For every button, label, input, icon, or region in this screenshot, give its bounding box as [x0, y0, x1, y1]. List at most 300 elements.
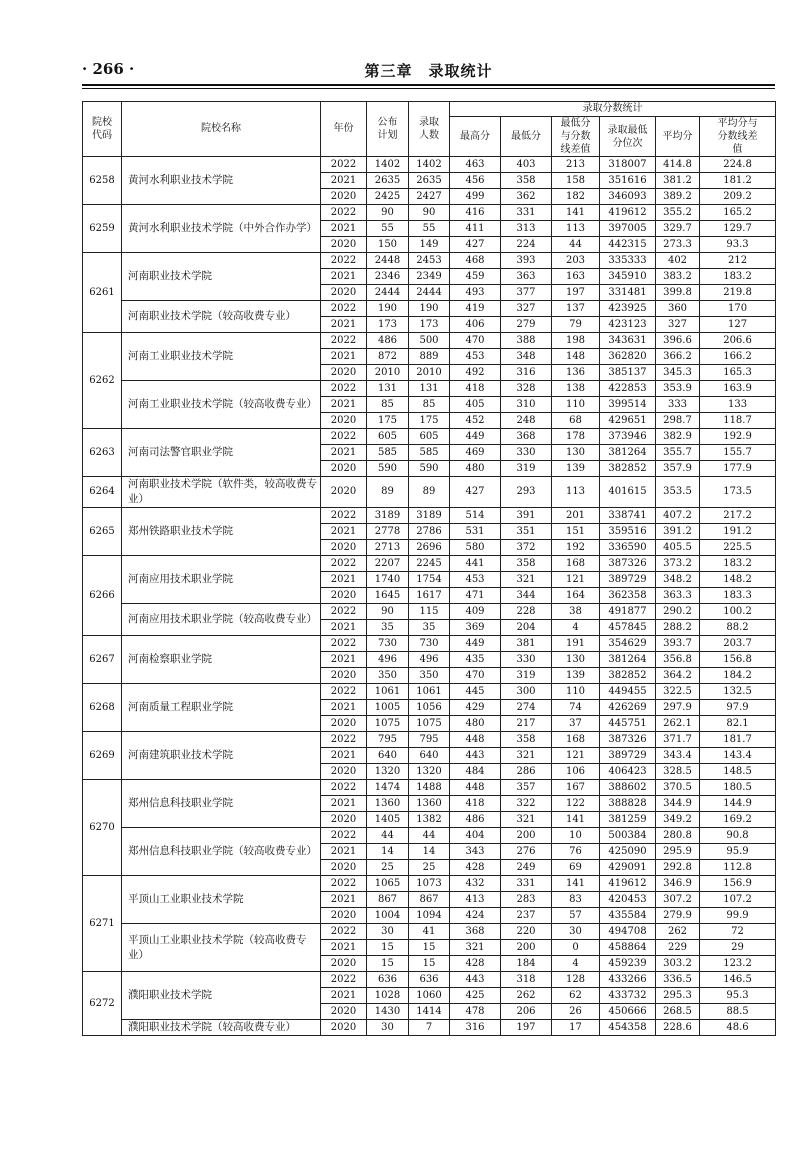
table-cell: 136: [552, 365, 600, 381]
table-cell: 130: [552, 445, 600, 461]
table-cell: 112.8: [700, 860, 776, 876]
table-cell: 2021: [321, 221, 367, 237]
table-cell: 310: [501, 397, 552, 413]
table-cell: 2020: [321, 365, 367, 381]
table-cell: 373946: [600, 429, 656, 445]
table-cell: 181.2: [700, 173, 776, 189]
table-row: [83, 604, 776, 620]
table-row: [83, 253, 776, 269]
table-cell: 25: [409, 860, 450, 876]
table-cell: 478: [450, 1004, 501, 1020]
table-cell: 364.2: [656, 668, 700, 684]
table-cell: 37: [552, 716, 600, 732]
table-cell: 381264: [600, 652, 656, 668]
table-cell: 403: [501, 157, 552, 173]
table-cell: 2022: [321, 556, 367, 572]
table-cell: 1060: [409, 988, 450, 1004]
table-cell: 1402: [367, 157, 409, 173]
table-cell: 322.5: [656, 684, 700, 700]
table-cell: 459: [450, 269, 501, 285]
table-cell: 393.7: [656, 636, 700, 652]
table-cell: 48.6: [700, 1020, 776, 1036]
table-cell: 203: [552, 253, 600, 269]
table-cell: 2020: [321, 1004, 367, 1020]
table-cell: 93.3: [700, 237, 776, 253]
table-cell: 442315: [600, 237, 656, 253]
table-cell: 346093: [600, 189, 656, 205]
table-cell: 453: [450, 349, 501, 365]
table-cell: 35: [367, 620, 409, 636]
table-row: [83, 636, 776, 652]
col-name-header: 院校名称: [122, 102, 321, 157]
table-cell: 1065: [367, 876, 409, 892]
table-cell: 385137: [600, 365, 656, 381]
table-cell: 183.2: [700, 556, 776, 572]
page-number: · 266 ·: [82, 60, 135, 78]
table-cell: 177.9: [700, 461, 776, 477]
table-cell: 369: [450, 620, 501, 636]
table-cell: 2022: [321, 157, 367, 173]
table-cell: 327: [501, 301, 552, 317]
table-cell: 1740: [367, 572, 409, 588]
table-cell: 585: [409, 445, 450, 461]
table-cell: 82.1: [700, 716, 776, 732]
table-cell: 237: [501, 908, 552, 924]
table-row: [83, 157, 776, 173]
table-row: [83, 780, 776, 796]
table-cell: 730: [409, 636, 450, 652]
table-cell: 184: [501, 956, 552, 972]
table-cell: 170: [700, 301, 776, 317]
table-cell: 144.9: [700, 796, 776, 812]
table-cell: 321: [501, 572, 552, 588]
table-cell: 640: [409, 748, 450, 764]
table-cell: 344: [501, 588, 552, 604]
school-name: 河南职业技术学院（软件类，较高收费专业）: [122, 477, 321, 508]
school-name: 郑州信息科技职业学院（较高收费专业）: [122, 828, 321, 876]
table-cell: 349.2: [656, 812, 700, 828]
table-cell: 471: [450, 588, 501, 604]
table-cell: 122: [552, 796, 600, 812]
table-cell: 399.8: [656, 285, 700, 301]
table-cell: 151: [552, 524, 600, 540]
table-cell: 14: [409, 844, 450, 860]
table-cell: 191: [552, 636, 600, 652]
table-cell: 331481: [600, 285, 656, 301]
table-row: [83, 429, 776, 445]
table-cell: 470: [450, 333, 501, 349]
table-cell: 318007: [600, 157, 656, 173]
table-cell: 413: [450, 892, 501, 908]
table-cell: 166.2: [700, 349, 776, 365]
table-cell: 351: [501, 524, 552, 540]
school-code: 6266: [83, 556, 122, 636]
table-cell: 90: [409, 205, 450, 221]
table-cell: 426269: [600, 700, 656, 716]
table-cell: 2020: [321, 764, 367, 780]
table-cell: 2020: [321, 285, 367, 301]
table-cell: 418: [450, 796, 501, 812]
table-cell: 1320: [409, 764, 450, 780]
table-cell: 83: [552, 892, 600, 908]
table-cell: 2021: [321, 844, 367, 860]
table-cell: 2021: [321, 988, 367, 1004]
table-cell: 353.5: [656, 477, 700, 508]
table-cell: 248: [501, 413, 552, 429]
table-cell: 1061: [367, 684, 409, 700]
table-cell: 165.3: [700, 365, 776, 381]
table-cell: 169.2: [700, 812, 776, 828]
table-cell: 391: [501, 508, 552, 524]
table-cell: 1430: [367, 1004, 409, 1020]
table-cell: 2022: [321, 828, 367, 844]
table-cell: 433266: [600, 972, 656, 988]
table-cell: 206.6: [700, 333, 776, 349]
table-cell: 2021: [321, 572, 367, 588]
school-name: 黄河水利职业技术学院: [122, 157, 321, 205]
table-cell: 445: [450, 684, 501, 700]
table-cell: 44: [552, 237, 600, 253]
table-row: [83, 477, 776, 508]
table-cell: 423925: [600, 301, 656, 317]
table-cell: 89: [367, 477, 409, 508]
table-cell: 404: [450, 828, 501, 844]
table-cell: 2696: [409, 540, 450, 556]
table-cell: 14: [367, 844, 409, 860]
table-cell: 168: [552, 732, 600, 748]
table-cell: 1617: [409, 588, 450, 604]
table-cell: 459239: [600, 956, 656, 972]
table-cell: 2022: [321, 780, 367, 796]
table-cell: 249: [501, 860, 552, 876]
table-cell: 1028: [367, 988, 409, 1004]
table-cell: 2207: [367, 556, 409, 572]
table-cell: 605: [409, 429, 450, 445]
table-cell: 422853: [600, 381, 656, 397]
table-cell: 200: [501, 828, 552, 844]
table-cell: 331: [501, 205, 552, 221]
table-cell: 491877: [600, 604, 656, 620]
school-code: 6262: [83, 333, 122, 429]
table-cell: 2022: [321, 333, 367, 349]
table-cell: 402: [656, 253, 700, 269]
table-cell: 298.7: [656, 413, 700, 429]
table-cell: 217: [501, 716, 552, 732]
table-cell: 382852: [600, 461, 656, 477]
table-cell: 15: [409, 940, 450, 956]
table-cell: 228: [501, 604, 552, 620]
table-cell: 348: [501, 349, 552, 365]
table-cell: 435: [450, 652, 501, 668]
table-cell: 26: [552, 1004, 600, 1020]
table-cell: 30: [367, 1020, 409, 1036]
table-cell: 303.2: [656, 956, 700, 972]
table-cell: 1405: [367, 812, 409, 828]
table-cell: 228.6: [656, 1020, 700, 1036]
table-cell: 17: [552, 1020, 600, 1036]
table-cell: 262: [501, 988, 552, 1004]
table-cell: 362820: [600, 349, 656, 365]
table-cell: 1075: [367, 716, 409, 732]
table-cell: 121: [552, 748, 600, 764]
table-cell: 496: [367, 652, 409, 668]
table-cell: 397005: [600, 221, 656, 237]
table-cell: 411: [450, 221, 501, 237]
table-cell: 149: [409, 237, 450, 253]
table-cell: 138: [552, 381, 600, 397]
table-cell: 428: [450, 956, 501, 972]
table-cell: 173: [409, 317, 450, 333]
table-cell: 113: [552, 477, 600, 508]
table-cell: 1360: [409, 796, 450, 812]
table-cell: 88.5: [700, 1004, 776, 1020]
table-cell: 164: [552, 588, 600, 604]
table-cell: 2022: [321, 924, 367, 940]
table-cell: 74: [552, 700, 600, 716]
table-cell: 2022: [321, 732, 367, 748]
school-code: 6269: [83, 732, 122, 780]
table-cell: 30: [367, 924, 409, 940]
table-cell: 343.4: [656, 748, 700, 764]
table-cell: 85: [367, 397, 409, 413]
table-cell: 372: [501, 540, 552, 556]
table-cell: 274: [501, 700, 552, 716]
table-cell: 425090: [600, 844, 656, 860]
table-cell: 500384: [600, 828, 656, 844]
table-row: [83, 732, 776, 748]
table-cell: 393: [501, 253, 552, 269]
table-cell: 68: [552, 413, 600, 429]
school-name: 河南应用技术职业学院（较高收费专业）: [122, 604, 321, 636]
table-cell: 262.1: [656, 716, 700, 732]
table-cell: 121: [552, 572, 600, 588]
table-cell: 156.8: [700, 652, 776, 668]
table-cell: 2021: [321, 397, 367, 413]
col-rank-header: 录取最低分位次: [600, 117, 656, 157]
table-cell: 316: [450, 1020, 501, 1036]
admission-table: [82, 101, 776, 1036]
table-cell: 405.5: [656, 540, 700, 556]
school-code: 6270: [83, 780, 122, 876]
school-code: 6272: [83, 972, 122, 1036]
school-code: 6258: [83, 157, 122, 205]
table-cell: 190: [409, 301, 450, 317]
chapter-title: 第三章 录取统计: [364, 62, 493, 80]
score-stats-group-header: 录取分数统计: [450, 102, 776, 117]
table-cell: 158: [552, 173, 600, 189]
table-cell: 389.2: [656, 189, 700, 205]
table-cell: 1004: [367, 908, 409, 924]
table-row: [83, 1020, 776, 1036]
table-cell: 433732: [600, 988, 656, 1004]
table-cell: 225.5: [700, 540, 776, 556]
table-cell: 343: [450, 844, 501, 860]
table-cell: 358: [501, 732, 552, 748]
table-cell: 357.9: [656, 461, 700, 477]
table-cell: 319: [501, 461, 552, 477]
table-cell: 106: [552, 764, 600, 780]
table-cell: 419: [450, 301, 501, 317]
table-cell: 377: [501, 285, 552, 301]
table-cell: 2022: [321, 604, 367, 620]
table-cell: 182: [552, 189, 600, 205]
table-cell: 1094: [409, 908, 450, 924]
page-header: [82, 60, 775, 82]
table-cell: 585: [367, 445, 409, 461]
table-cell: 496: [409, 652, 450, 668]
table-cell: 197: [501, 1020, 552, 1036]
table-cell: 321: [501, 748, 552, 764]
school-code: 6271: [83, 876, 122, 972]
table-cell: 1005: [367, 700, 409, 716]
table-cell: 353.9: [656, 381, 700, 397]
table-cell: 128: [552, 972, 600, 988]
table-cell: 99.9: [700, 908, 776, 924]
table-cell: 418: [450, 381, 501, 397]
table-cell: 293: [501, 477, 552, 508]
col-min-diff-header: 最低分与分数线差值: [552, 117, 600, 157]
table-cell: 463: [450, 157, 501, 173]
table-cell: 335333: [600, 253, 656, 269]
table-cell: 44: [367, 828, 409, 844]
school-code: 6265: [83, 508, 122, 556]
table-cell: 283: [501, 892, 552, 908]
table-cell: 44: [409, 828, 450, 844]
table-cell: 450666: [600, 1004, 656, 1020]
table-cell: 209.2: [700, 189, 776, 205]
table-cell: 0: [552, 940, 600, 956]
table-cell: 428: [450, 860, 501, 876]
school-name: 平顶山工业职业技术学院: [122, 876, 321, 924]
table-cell: 2022: [321, 301, 367, 317]
table-cell: 3189: [367, 508, 409, 524]
table-cell: 2021: [321, 892, 367, 908]
table-cell: 448: [450, 780, 501, 796]
table-cell: 2021: [321, 620, 367, 636]
table-cell: 3189: [409, 508, 450, 524]
table-cell: 359516: [600, 524, 656, 540]
table-cell: 371.7: [656, 732, 700, 748]
table-cell: 90: [367, 604, 409, 620]
table-cell: 88.2: [700, 620, 776, 636]
table-cell: 493: [450, 285, 501, 301]
table-cell: 867: [409, 892, 450, 908]
table-cell: 388602: [600, 780, 656, 796]
table-cell: 110: [552, 684, 600, 700]
school-code: 6267: [83, 636, 122, 684]
school-name: 平顶山工业职业技术学院（较高收费专业）: [122, 924, 321, 972]
table-cell: 322: [501, 796, 552, 812]
table-cell: 191.2: [700, 524, 776, 540]
table-cell: 90.8: [700, 828, 776, 844]
table-cell: 173: [367, 317, 409, 333]
table-cell: 297.9: [656, 700, 700, 716]
table-cell: 636: [367, 972, 409, 988]
table-cell: 730: [367, 636, 409, 652]
school-name: 濮阳职业技术学院: [122, 972, 321, 1020]
table-cell: 368: [501, 429, 552, 445]
table-cell: 363: [501, 269, 552, 285]
table-cell: 279: [501, 317, 552, 333]
table-cell: 2022: [321, 684, 367, 700]
table-cell: 331: [501, 876, 552, 892]
table-cell: 469: [450, 445, 501, 461]
table-cell: 1488: [409, 780, 450, 796]
table-cell: 2786: [409, 524, 450, 540]
table-cell: 358: [501, 173, 552, 189]
table-cell: 62: [552, 988, 600, 1004]
table-cell: 318: [501, 972, 552, 988]
table-cell: 345910: [600, 269, 656, 285]
table-cell: 405: [450, 397, 501, 413]
table-cell: 175: [409, 413, 450, 429]
table-cell: 295.9: [656, 844, 700, 860]
table-cell: 69: [552, 860, 600, 876]
table-cell: 165.2: [700, 205, 776, 221]
table-cell: 184.2: [700, 668, 776, 684]
table-cell: 276: [501, 844, 552, 860]
table-cell: 514: [450, 508, 501, 524]
table-cell: 872: [367, 349, 409, 365]
school-name: 郑州铁路职业技术学院: [122, 508, 321, 556]
table-cell: 2245: [409, 556, 450, 572]
col-max-header: 最高分: [450, 117, 501, 157]
table-cell: 363.3: [656, 588, 700, 604]
col-avg-header: 平均分: [656, 117, 700, 157]
school-name: 河南司法警官职业学院: [122, 429, 321, 477]
table-cell: 387326: [600, 732, 656, 748]
table-cell: 382.9: [656, 429, 700, 445]
table-cell: 2021: [321, 173, 367, 189]
table-cell: 590: [409, 461, 450, 477]
table-cell: 406423: [600, 764, 656, 780]
table-cell: 1382: [409, 812, 450, 828]
table-cell: 217.2: [700, 508, 776, 524]
table-cell: 328: [501, 381, 552, 397]
table-cell: 2022: [321, 876, 367, 892]
table-cell: 409: [450, 604, 501, 620]
table-cell: 127: [700, 317, 776, 333]
table-cell: 137: [552, 301, 600, 317]
table-cell: 200: [501, 940, 552, 956]
table-cell: 2021: [321, 796, 367, 812]
table-cell: 373.2: [656, 556, 700, 572]
table-cell: 148.2: [700, 572, 776, 588]
table-cell: 4: [552, 620, 600, 636]
table-cell: 2020: [321, 461, 367, 477]
table-cell: 29: [700, 940, 776, 956]
table-cell: 2346: [367, 269, 409, 285]
table-cell: 156.9: [700, 876, 776, 892]
table-cell: 131: [409, 381, 450, 397]
col-avg-diff-header: 平均分与分数线差值: [700, 117, 776, 157]
table-cell: 346.9: [656, 876, 700, 892]
table-cell: 427: [450, 477, 501, 508]
school-name: 河南工业职业技术学院（较高收费专业）: [122, 381, 321, 429]
table-cell: 2020: [321, 413, 367, 429]
school-name: 河南工业职业技术学院: [122, 333, 321, 381]
table-cell: 180.5: [700, 780, 776, 796]
table-cell: 327: [656, 317, 700, 333]
table-cell: 358: [501, 556, 552, 572]
table-cell: 15: [367, 940, 409, 956]
col-code-header: 院校代码: [83, 102, 122, 157]
table-cell: 288.2: [656, 620, 700, 636]
table-cell: 889: [409, 349, 450, 365]
table-row: [83, 333, 776, 349]
table-cell: 368: [450, 924, 501, 940]
table-cell: 220: [501, 924, 552, 940]
